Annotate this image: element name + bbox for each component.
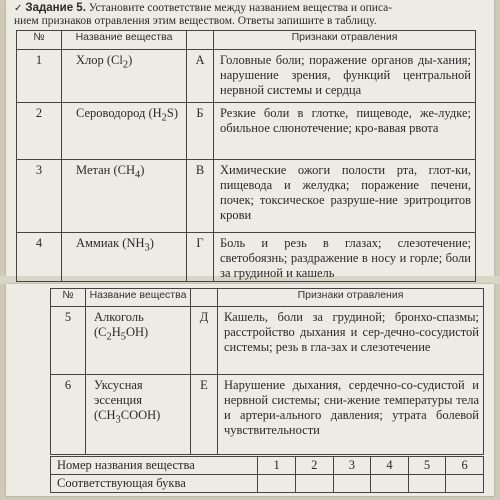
sign-letter: Б <box>187 103 214 160</box>
poisoning-signs: Резкие боли в глотке, пищеводе, же-лудке; обильное слюнотечение; кро-вавая рвота <box>214 103 476 160</box>
poisoning-signs: Нарушение дыхания, сердечно-со-судистой и нервной системы; сни-жение температуры тела и артери-ального давления; утрата болевой чувствительности <box>218 375 484 455</box>
task-instruction <box>14 2 482 28</box>
answer-letter-cell[interactable] <box>446 475 484 493</box>
table-header-row <box>51 289 484 307</box>
sign-letter: Д <box>191 307 218 375</box>
answer-number-cell: 2 <box>295 457 333 475</box>
answer-table <box>50 456 484 493</box>
substance-name: Уксусная эссенция $(CH_3COOH)$ <box>86 375 191 455</box>
header-number: № <box>17 31 62 50</box>
substances-table-bottom <box>50 288 484 455</box>
task-text-line2: нием признаков отравления этим веществом. Ответы запишите в таблицу. <box>14 15 377 27</box>
substance-name: Алкоголь $(C_2H_5OH)$ <box>86 307 191 375</box>
answer-number-cell: 4 <box>371 457 409 475</box>
answer-letter-cell[interactable] <box>333 475 371 493</box>
poisoning-signs: Головные боли; поражение органов ды-хания; нарушение зрения, функций центральной нервной системы и сердца <box>214 50 476 103</box>
substance-name: Сероводород $(H_2S)$ <box>62 103 187 160</box>
substance-name: Хлор $(Cl_2)$ <box>62 50 187 103</box>
answer-letter-cell[interactable] <box>295 475 333 493</box>
answer-number-cell: 6 <box>446 457 484 475</box>
table-row <box>17 160 476 233</box>
task-label: Задание 5. <box>25 2 86 14</box>
row-number: 5 <box>51 307 86 375</box>
answer-number-cell: 5 <box>408 457 446 475</box>
header-poisoning-signs: Признаки отравления <box>218 289 484 307</box>
answer-numbers-row <box>51 457 484 475</box>
row-number: 2 <box>17 103 62 160</box>
sign-letter: Е <box>191 375 218 455</box>
task-text-line1: Установите соответствие между названием вещества и описа- <box>88 2 393 14</box>
answer-letter-cell[interactable] <box>258 475 296 493</box>
table-row <box>51 375 484 455</box>
table-header-row <box>17 31 476 50</box>
answer-number-cell: 3 <box>333 457 371 475</box>
poisoning-signs: Кашель, боли за грудиной; бронхо-спазмы; расстройство дыхания и сер-дечно-сосудистой системы; резь в гла-зах и слезотечение <box>218 307 484 375</box>
table-row <box>17 233 476 282</box>
header-number: № <box>51 289 86 307</box>
table-row <box>17 103 476 160</box>
header-letter <box>191 289 218 307</box>
answer-letters-row <box>51 475 484 493</box>
sign-letter: А <box>187 50 214 103</box>
poisoning-signs: Боль и резь в глазах; слезотечение; светобоязнь; раздражение в носу и горле; боли за грудиной и кашель <box>214 233 476 282</box>
checkmark-icon: ✓ <box>14 3 23 14</box>
row-number: 1 <box>17 50 62 103</box>
substance-name: Аммиак $(NH_3)$ <box>62 233 187 282</box>
answer-number-cell: 1 <box>258 457 296 475</box>
substance-name: Метан $(CH_4)$ <box>62 160 187 233</box>
answer-letter-cell[interactable] <box>371 475 409 493</box>
header-substance-name: Название вещества <box>62 31 187 50</box>
row-number: 4 <box>17 233 62 282</box>
sign-letter: В <box>187 160 214 233</box>
header-poisoning-signs: Признаки отравления <box>214 31 476 50</box>
poisoning-signs: Химические ожоги полости рта, глот-ки, пищевода и желудка; поражение печени, почек; токсическое разруше-ние эритроцитов крови <box>214 160 476 233</box>
row-number: 6 <box>51 375 86 455</box>
header-letter <box>187 31 214 50</box>
table-row <box>17 50 476 103</box>
header-substance-name: Название вещества <box>86 289 191 307</box>
row-number: 3 <box>17 160 62 233</box>
answer-letter-cell[interactable] <box>408 475 446 493</box>
answer-letters-label: Соответствующая буква <box>51 475 258 493</box>
sign-letter: Г <box>187 233 214 282</box>
table-row <box>51 307 484 375</box>
answer-numbers-label: Номер названия вещества <box>51 457 258 475</box>
substances-table-top <box>16 30 476 282</box>
